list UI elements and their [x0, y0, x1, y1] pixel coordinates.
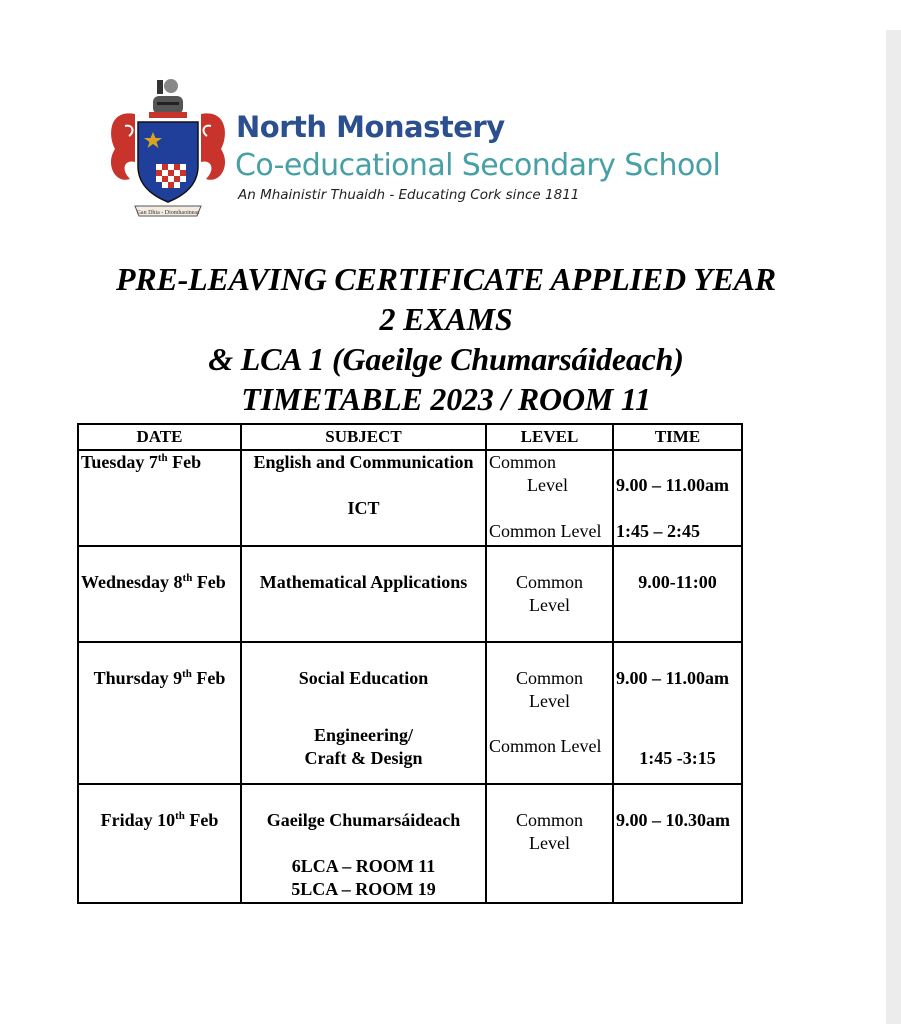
time-text: 9.00-11:00	[638, 572, 717, 592]
level-text: Level	[529, 595, 570, 615]
date-cell: Friday 10th Feb	[78, 784, 241, 903]
header-date: DATE	[78, 424, 241, 450]
school-crest-logo	[105, 74, 231, 220]
time-text: 9.00 – 11.00am	[616, 668, 730, 688]
title-line-2: 2 EXAMS	[379, 301, 513, 337]
subject-text: Gaeilge Chumarsáideach	[266, 810, 461, 830]
date-cell: Thursday 9th Feb	[78, 642, 241, 784]
level-cell	[486, 642, 613, 784]
title-line-1: PRE-LEAVING CERTIFICATE APPLIED YEAR	[116, 261, 776, 297]
level-text: Level	[529, 833, 570, 853]
title-line-3: & LCA 1 (Gaeilge Chumarsáideach)	[208, 341, 684, 377]
date-cell: Tuesday 7th Feb	[78, 450, 241, 546]
level-text: Level	[529, 691, 570, 711]
subject-text: Social Education	[298, 668, 429, 688]
subject-text: Engineering/	[313, 725, 413, 745]
level-text: Common	[489, 452, 557, 472]
time-cell	[613, 450, 742, 546]
table-header-row	[78, 424, 742, 450]
level-text: Common	[515, 810, 583, 830]
subject-cell	[241, 642, 486, 784]
table-row	[78, 784, 742, 903]
table-row	[78, 546, 742, 642]
subject-cell	[241, 784, 486, 903]
subject-text: Craft & Design	[304, 748, 423, 768]
table-row	[78, 642, 742, 784]
subject-text: Mathematical Applications	[259, 572, 468, 592]
level-cell	[486, 450, 613, 546]
date-cell: Wednesday 8th Feb	[78, 546, 241, 642]
time-text: 9.00 – 11.00am	[616, 475, 730, 495]
time-cell	[613, 642, 742, 784]
level-text: Common	[515, 572, 583, 592]
subject-cell	[241, 450, 486, 546]
crest-motto: Gan Dhia - Diomhaoineas	[136, 210, 200, 216]
subject-text: English and Communication	[253, 452, 474, 472]
level-text: Common Level	[489, 521, 602, 541]
subject-cell	[241, 546, 486, 642]
level-text: Common	[515, 668, 583, 688]
time-cell	[613, 546, 742, 642]
title-line-4: TIMETABLE 2023 / ROOM 11	[241, 381, 651, 417]
time-text: 1:45 – 2:45	[616, 521, 700, 541]
level-cell	[486, 784, 613, 903]
school-tagline: An Mhainistir Thuaidh - Educating Cork since 1811	[238, 187, 580, 203]
school-name: North Monastery	[236, 110, 505, 144]
time-text: 1:45 -3:15	[639, 748, 716, 768]
page-edge-strip	[886, 30, 901, 1024]
subject-text: ICT	[347, 498, 380, 518]
subject-text: 5LCA – ROOM 19	[291, 879, 436, 899]
level-text: Level	[527, 475, 568, 495]
school-subtitle: Co-educational Secondary School	[235, 148, 721, 183]
header-level: LEVEL	[486, 424, 613, 450]
level-text: Common Level	[489, 736, 602, 756]
table-row	[78, 450, 742, 546]
time-cell	[613, 784, 742, 903]
header-time: TIME	[613, 424, 742, 450]
level-cell	[486, 546, 613, 642]
header-subject: SUBJECT	[241, 424, 486, 450]
subject-text: 6LCA – ROOM 11	[291, 856, 436, 876]
exam-timetable	[77, 423, 743, 904]
time-text: 9.00 – 10.30am	[616, 810, 730, 830]
